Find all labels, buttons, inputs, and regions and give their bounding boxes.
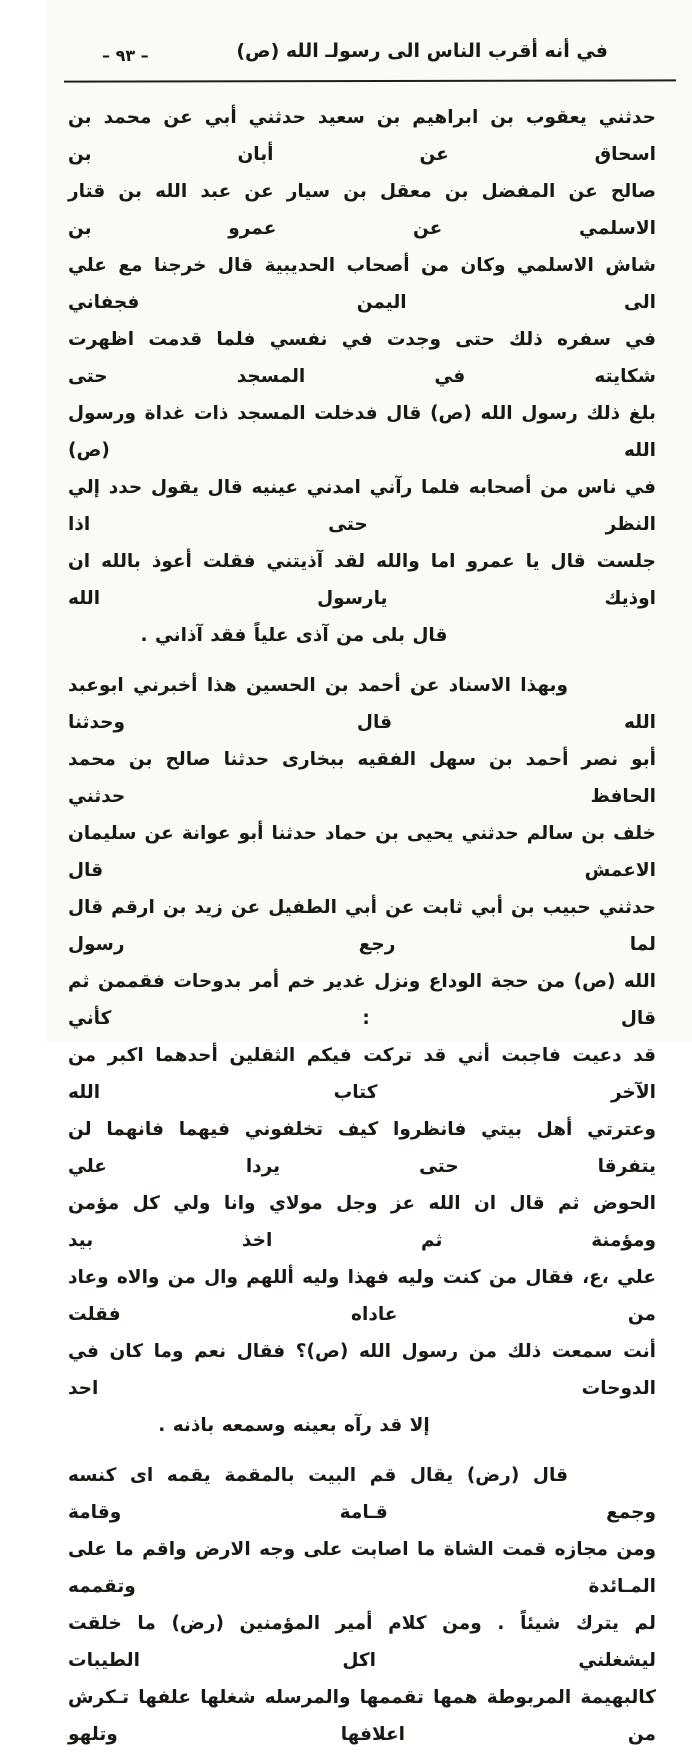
text-line: وعترتي أهل بيتي فانظروا كيف تخلفوني فيهما فانهما لن يتفرقا حتى يردا علي (68, 1119, 656, 1177)
text-line: حدثني يعقوب بن ابراهيم بن سعيد حدثني أبي عن محمد بن اسحاق عن أبان بن (68, 107, 656, 165)
text-line: شاش الاسلمي وكان من أصحاب الحديبية قال خرجنا مع علي الى اليمن فجفاني (68, 255, 656, 313)
page-number: – ٩٣ – (102, 46, 149, 65)
text-line: ومن مجازه قمت الشاة ما اصابت على وجه الارض واقم ما على المـائدة وتقممه (68, 1539, 656, 1597)
text-line: أبو نصر أحمد بن سهل الفقيه ببخارى حدثنا صالح بن محمد الحافظ حدثني (68, 749, 656, 807)
text-line: أنت سمعت ذلك من رسول الله (ص)؟ فقال نعم وما كان في الدوحات احد (68, 1341, 656, 1399)
text-line: كالبهيمة المربوطة همها تقممها والمرسله شغلها علفها تـكرش من اعلافها وتلهو (68, 1687, 656, 1745)
chapter-title: في أنه أقرب الناس الى رسولـ الله (ص) (236, 40, 608, 62)
text-line: جلست قال يا عمرو اما والله لقد آذيتني فقلت أعوذ بالله ان اوذيك يارسول الله (68, 551, 656, 609)
text-line: في ناس من أصحابه فلما رآني امدني عينيه قال يقول حدد إلي النظر حتى اذا (68, 477, 656, 535)
running-head (46, 38, 692, 74)
text-line: قد دعيت فاجبت أني قد تركت فيكم الثقلين أحدهما اكبر من الآخر كتاب الله (68, 1045, 656, 1103)
text-line: وبهذا الاسناد عن أحمد بن الحسين هذا أخبرني ابوعبد الله قال وحدثنا (68, 675, 656, 733)
text-line: الحوض ثم قال ان الله عز وجل مولاي وانا ولي كل مؤمن ومؤمنة ثم اخذ بيد (68, 1193, 656, 1251)
text-line: الله (ص) من حجة الوداع ونزل غدير خم أمر بدوحات فقممن ثم قال : كأني (68, 971, 656, 1029)
paragraph (68, 1457, 656, 1753)
text-line: علي ،ع، فقال من كنت وليه فهذا وليه أللهم وال من والاه وعاد من عاداه فقلت (68, 1267, 656, 1325)
text-line: بلغ ذلك رسول الله (ص) قال فدخلت المسجد ذات غداة ورسول الله (ص) (68, 403, 656, 461)
paragraph (68, 99, 656, 654)
text-line: خلف بن سالم حدثني يحيى بن حماد حدثنا أبو عوانة عن سليمان الاعمش قال (68, 823, 656, 881)
text-line: حدثني حبيب بن أبي ثابت عن أبي الطفيل عن زيد بن ارقم قال لما رجع رسول (68, 897, 656, 955)
paragraph (68, 667, 656, 1444)
text-line: قال (رض) يقال قم البيت بالمقمة يقمه اى كنسه وجمع قـامة وقامة (68, 1465, 656, 1523)
header-divider-rule (64, 79, 676, 82)
scanned-book-page (46, 0, 692, 1745)
text-line: لم يترك شيئاً . ومن كلام أمير المؤمنين (رض) ما خلقت ليشغلني اكل الطيبات (68, 1613, 656, 1671)
text-line: صالح عن المفضل بن معقل بن سيار عن عبد الله بن قتار الاسلمي عن عمرو بن (68, 181, 656, 239)
text-line: إلا قد رآه بعينه وسمعه باذنه . (158, 1415, 430, 1436)
text-line: في سفره ذلك حتى وجدت في نفسي فلما قدمت اظهرت شكايته في المسجد حتى (68, 329, 656, 387)
text-body (68, 99, 656, 1753)
text-line: قال بلى من آذى علياً فقد آذاني . (140, 625, 448, 646)
